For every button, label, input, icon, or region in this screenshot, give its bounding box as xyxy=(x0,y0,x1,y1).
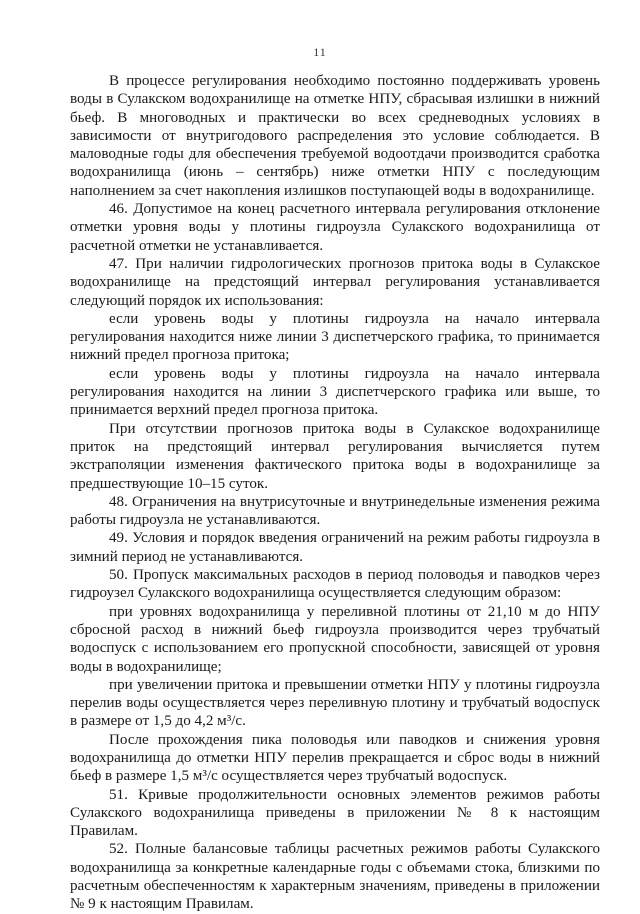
paragraph-51: 51. Кривые продолжительности основных элементов режимов работы Сулакского водохранилища приведены в приложении № 8 к настоящим Правилам. xyxy=(70,786,600,840)
document-body xyxy=(70,72,600,914)
paragraph-regulation-intro: В процессе регулирования необходимо постоянно поддерживать уровень воды в Сулакском водохранилище на отметке НПУ, сбрасывая излишки в нижний бьеф. В многоводных и практически во всех средневодных условиях в зависимости от внутригодового распределения это условие соблюдается. В маловодные годы для обеспечения требуемой водоотдачи производится сработка водохранилища (июнь – сентябрь) ниже отметки НПУ с последующим наполнением за счет накопления излишков поступающей воды в водохранилище. xyxy=(70,73,600,199)
paragraph-50: 50. Пропуск максимальных расходов в период половодья и паводков через гидроузел Сулакского водохранилища осуществляется следующим образом: xyxy=(70,567,600,602)
paragraph-46: 46. Допустимое на конец расчетного интервала регулирования отклонение отметки уровня воды у плотины гидроузла Сулакского водохранилища от расчетной отметки не устанавливается. xyxy=(70,201,600,254)
paragraph-52: 52. Полные балансовые таблицы расчетных режимов работы Сулакского водохранилища за конкретные календарные годы с объемами стока, близкими по расчетным обеспеченностям к характерным значениям, приведены в приложении № 9 к настоящим Правилам. xyxy=(70,841,600,913)
paragraph-47: 47. При наличии гидрологических прогнозов притока воды в Сулакское водохранилище на предстоящий интервал регулирования устанавливается следующий порядок их использования: xyxy=(70,255,600,309)
paragraph-49: 49. Условия и порядок введения ограничений на режим работы гидроузла в зимний период не устанавливаются. xyxy=(70,530,600,565)
paragraph-50-overflow: при увеличении притока и превышении отметки НПУ у плотины гидроузла перелив воды осуществляется через переливную плотину и трубчатый водоспуск в размере от 1,5 до 4,2 м³/с. xyxy=(70,676,600,730)
paragraph-48: 48. Ограничения на внутрисуточные и внутринедельные изменения режима работы гидроузла не устанавливаются. xyxy=(70,493,600,529)
paragraph-47-upper-limit: если уровень воды у плотины гидроузла на начало интервала регулирования находится на линии 3 диспетчерского графика или выше, то принимается верхний предел прогноза притока. xyxy=(70,365,600,419)
paragraph-50-tube-outlet: при уровнях водохранилища у переливной плотины от 21,10 м до НПУ сбросной расход в нижний бьеф гидроузла производится через трубчатый водоспуск с использованием его пропускной способности, зависящей от уровня воды в водохранилище; xyxy=(70,603,600,675)
paragraph-after-peak: После прохождения пика половодья или паводков и снижения уровня водохранилища до отметки НПУ перелив прекращается и сброс воды в нижний бьеф в размере 1,5 м³/с осуществляется через трубчатый водоспуск. xyxy=(70,731,600,785)
paragraph-47-lower-limit: если уровень воды у плотины гидроузла на начало интервала регулирования находится ниже линии 3 диспетчерского графика, то принимается нижний предел прогноза притока; xyxy=(70,310,600,364)
paragraph-no-forecast: При отсутствии прогнозов притока воды в Сулакское водохранилище приток на предстоящий интервал регулирования вычисляется путем экстраполяции изменения фактического притока воды в водохранилище за предшествующие 10–15 суток. xyxy=(70,420,600,492)
page-number: 11 xyxy=(313,45,327,59)
